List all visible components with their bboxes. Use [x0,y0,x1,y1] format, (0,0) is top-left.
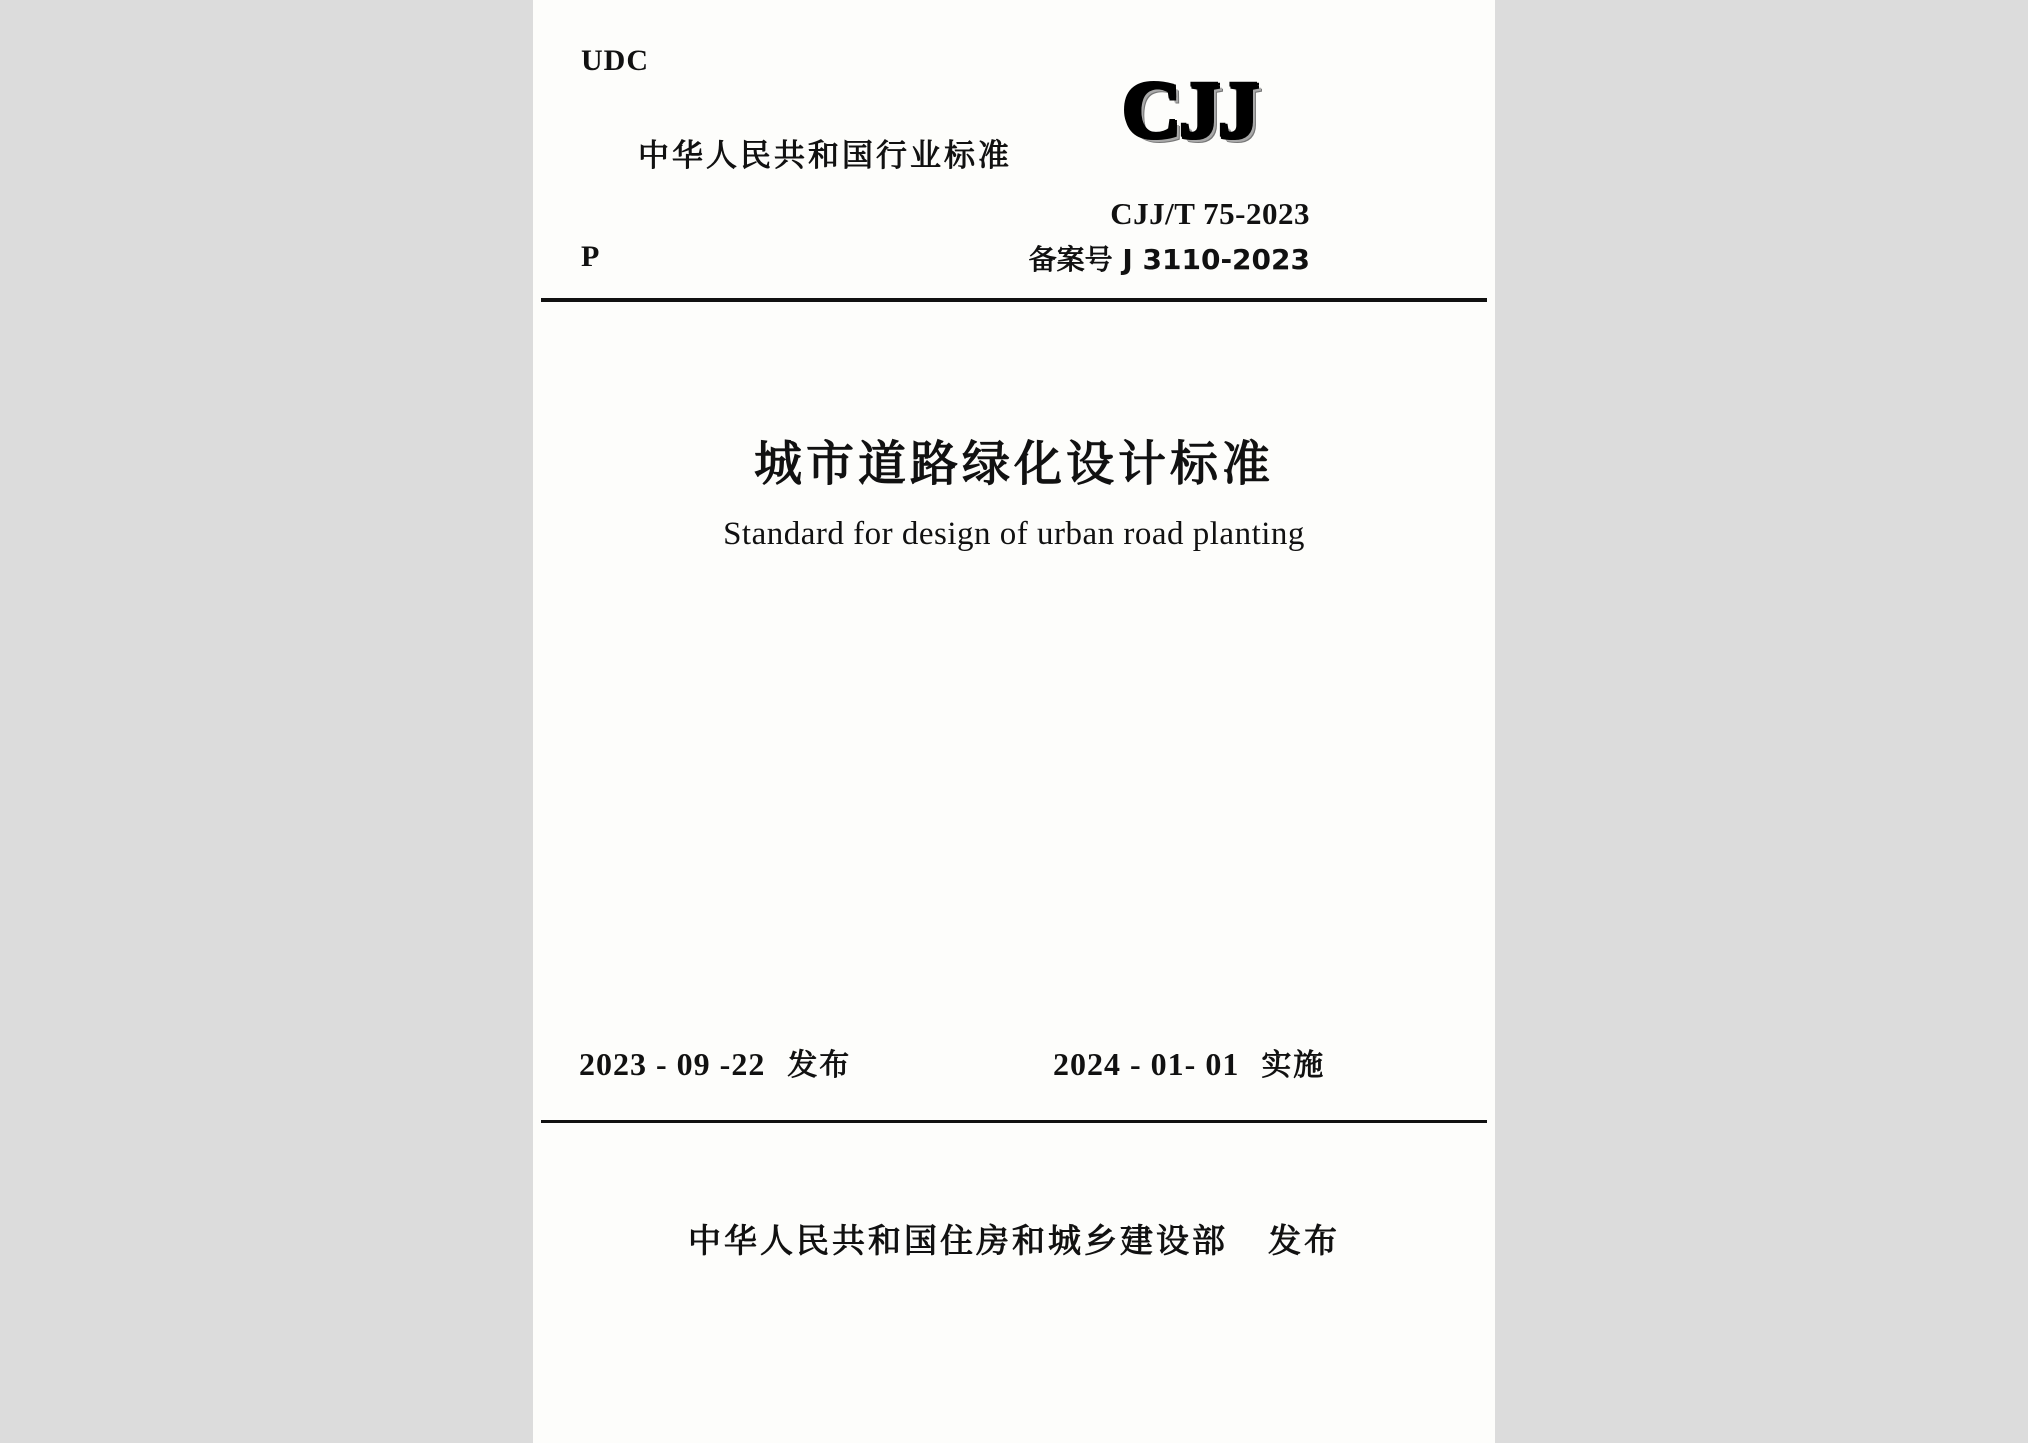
issue-date-value: 2023 - 09 -22 [579,1046,766,1082]
issue-date-verb: 发布 [787,1048,852,1083]
effective-date-value: 2024 - 01- 01 [1053,1046,1240,1082]
effective-date-verb: 实施 [1261,1048,1326,1083]
issue-date [579,1040,851,1084]
publisher-verb: 发布 [1268,1221,1340,1260]
standard-cover-page [533,0,1495,1443]
udc-label: UDC [581,44,649,77]
page-title: 城市道路绿化设计标准 [753,436,1274,492]
publisher-name: 中华人民共和国住房和城乡建设部 [688,1221,1228,1260]
page-subtitle-english: Standard for design of urban road planting [723,516,1305,552]
standard-code: CJJ/T 75-2023 [1110,196,1310,231]
cjj-logo: CJJ [1121,63,1257,154]
divider-bottom [541,1120,1487,1123]
classification-letter: P [581,240,600,273]
record-number: 备案号 J 3110-2023 [1028,243,1310,276]
divider-top [541,298,1487,302]
publisher-line [533,1215,1495,1262]
issuer-line: 中华人民共和国行业标准 [638,138,1012,174]
effective-date [1053,1040,1325,1084]
